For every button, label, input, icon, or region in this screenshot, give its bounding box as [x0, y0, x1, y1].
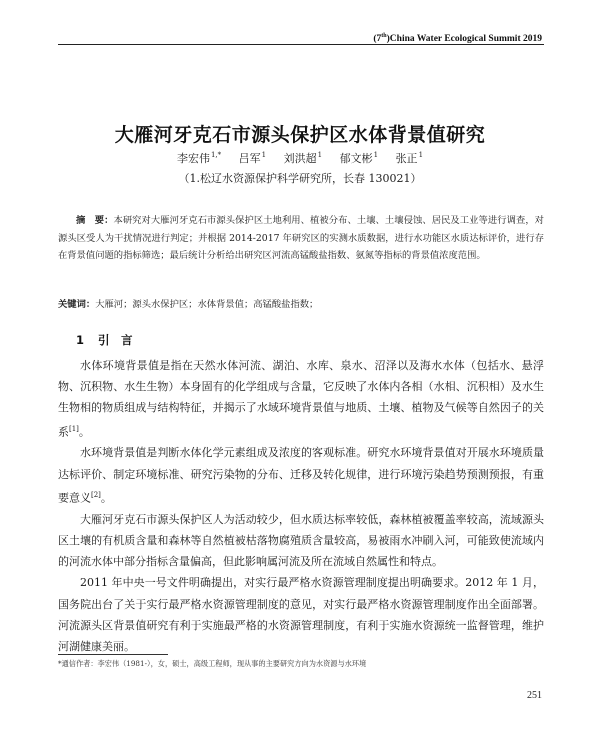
footnote-rule — [58, 654, 168, 655]
keywords-label: 关键词： — [58, 299, 96, 310]
author: 吕军$^1$ — [238, 151, 267, 165]
author: 郁文彬$^1$ — [339, 151, 379, 165]
abstract — [58, 212, 544, 265]
keywords — [58, 298, 544, 312]
keywords-text: 大雁河；源头水保护区；水体背景值；高锰酸盐指数； — [95, 299, 319, 310]
author: 李宏伟$^{1,*}$ — [176, 151, 222, 165]
body-text — [58, 355, 544, 657]
abstract-label: 摘 要： — [76, 215, 114, 226]
section-title: 引 言 — [98, 333, 133, 347]
paragraph: 水体环境背景值是指在天然水体河流、湖泊、水库、泉水、沼泽以及海水水体（包括水、悬浮物、沉积物、水生生物）本身固有的化学组成与含量，它反映了水体内各相（水相、沉积相）及水生生物相的物质组成与结构特征，并揭示了水域环境背景值与地质、土壤、植物及气候等自然因子的关系[1]。 — [58, 359, 544, 439]
paragraph: 水环境背景值是判断水体化学元素组成及浓度的客观标准。研究水环境背景值对开展水环境质量达标评价、制定环境标准、研究污染物的分布、迁移及转化规律，进行环境污染趋势预测预报，有重要意义[2]。 — [58, 446, 544, 505]
affiliation: （1.松辽水资源保护科学研究所，长春 130021） — [178, 172, 422, 185]
paragraph: 大雁河牙克石市源头保护区人为活动较少，但水质达标率较低，森林植被覆盖率较高，流域源头区土壤的有机质含量和森林等自然植被枯落物腐殖质含量较高，易被雨水冲刷入河，可能致使流域内的河流水体中部分指标含量偏高，但此影响属河流及所在流域自然属性和特点。 — [58, 512, 544, 569]
author: 张正$^1$ — [395, 151, 424, 165]
author-list — [0, 150, 600, 166]
abstract-text: 本研究对大雁河牙克石市源头保护区土地利用、植被分布、土壤、土壤侵蚀、居民及工业等进行调查，对源头区受人为干扰情况进行判定；并根据 2014-2017 年研究区的实测水质数据，进行水功能区水质达标评价，进行存在背景值问题的指标筛选；最后统计分析给出研究区河流高锰酸盐指数、氨氮等指标的背景值浓度范围。 — [58, 215, 544, 262]
section-number: 1 — [76, 333, 85, 347]
footnote: *通信作者：李宏伟（1981-），女，硕士，高级工程师，现从事的主要研究方向为水资源与水环境 — [58, 659, 367, 668]
page-number: 251 — [527, 690, 542, 701]
conference-header: (7th)China Water Ecological Summit 2019 — [373, 33, 542, 45]
paper-title: 大雁河牙克石市源头保护区水体背景值研究 — [114, 124, 486, 146]
section-heading — [76, 332, 133, 348]
paragraph: 2011 年中央一号文件明确提出，对实行最严格水资源管理制度提出明确要求。2012 年 1 月，国务院出台了关于实行最严格水资源管理制度的意见，对实行最严格水资源管理制度作出全面部署。河流源头区背景值研究有利于实施最严格的水资源管理制度，有利于实施水资源统一监督管理，维护河湖健康美丽。 — [58, 576, 544, 653]
author: 刘洪超$^1$ — [283, 151, 323, 165]
